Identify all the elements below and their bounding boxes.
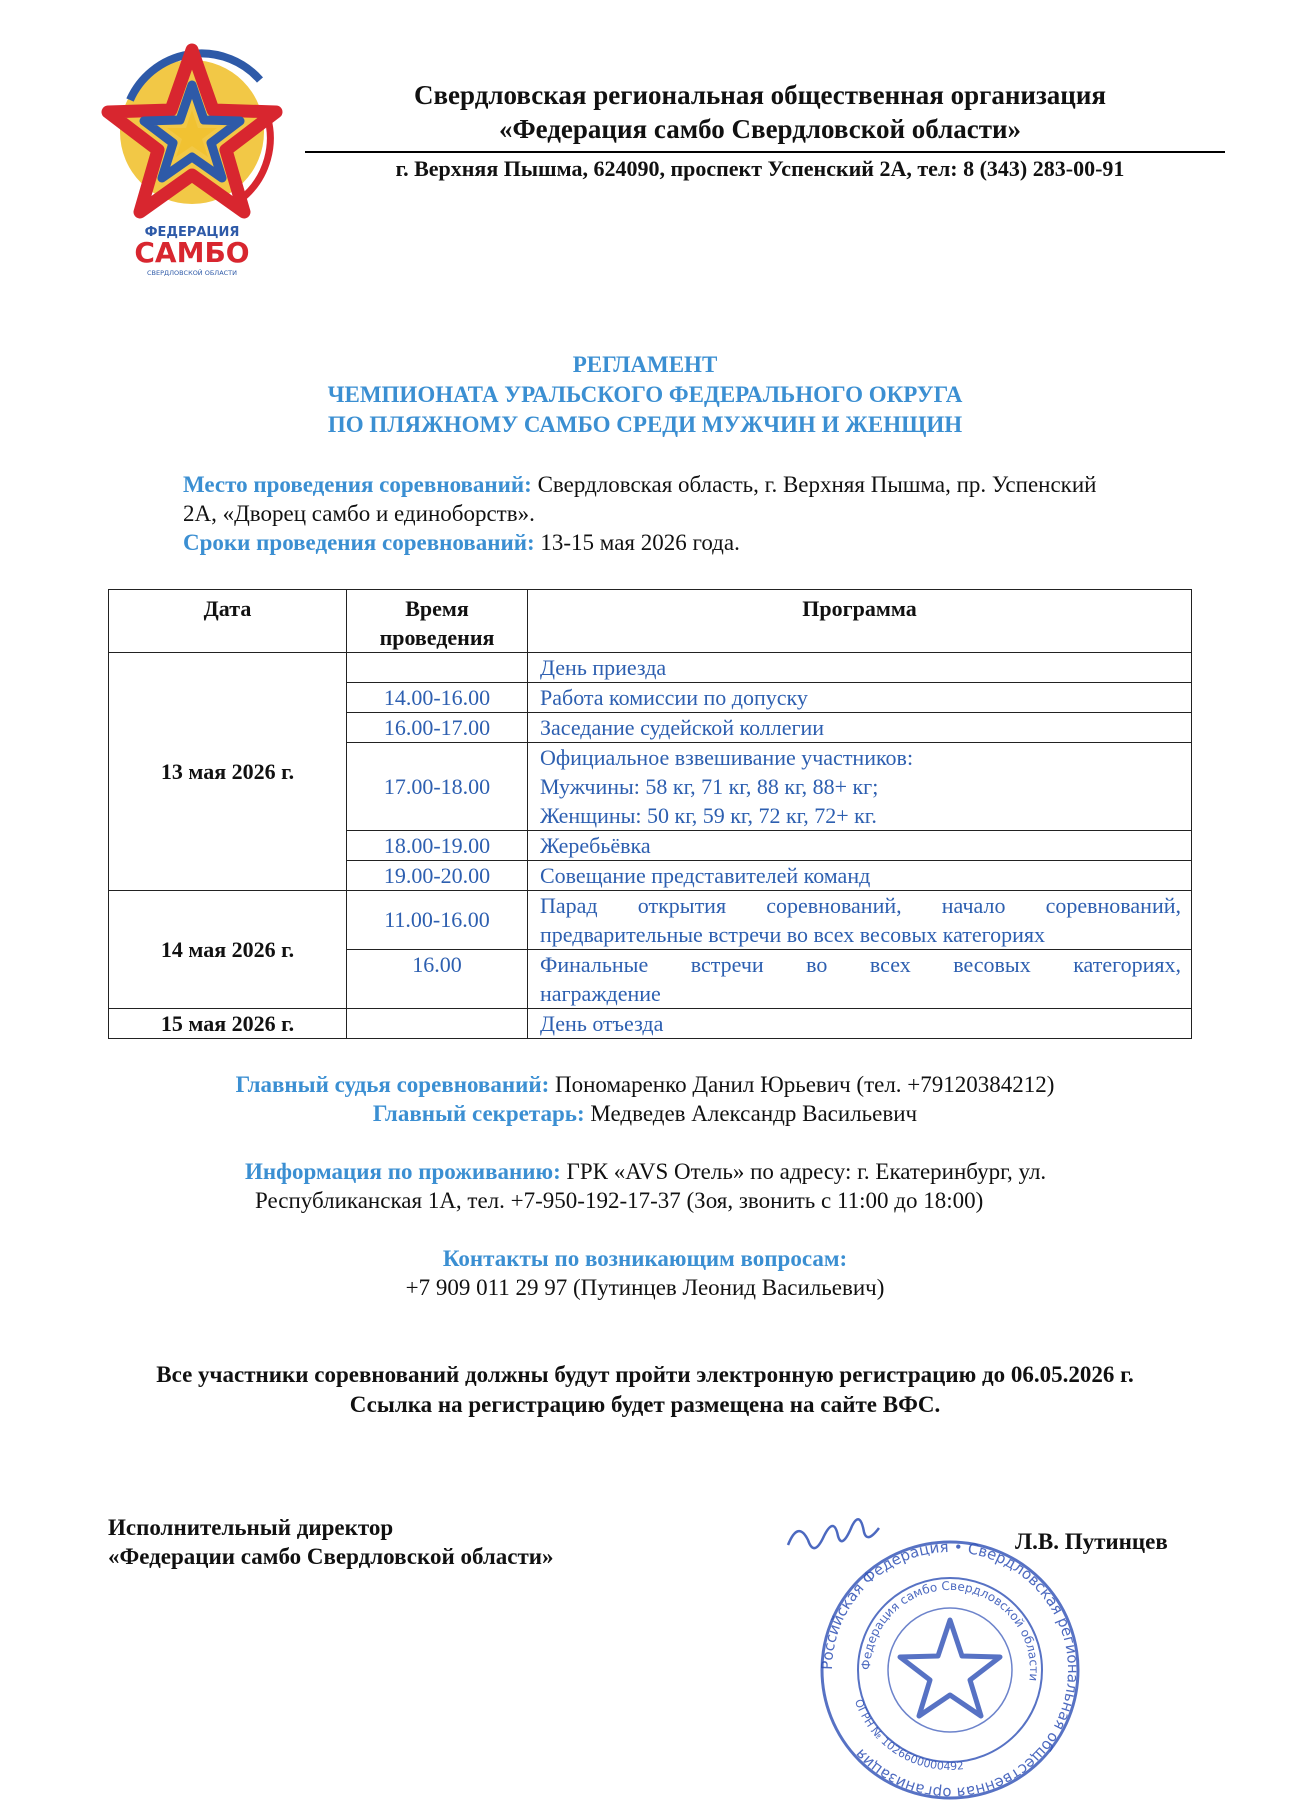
day1-row2-program: Работа комиссии по допуску (528, 683, 1192, 713)
day3-row1-program: День отъезда (528, 1009, 1192, 1039)
day1-row6-program: Совещание представителей команд (528, 861, 1192, 891)
day2-row2-time: 16.00 (347, 950, 528, 1009)
day1-date: 13 мая 2026 г. (109, 653, 347, 891)
secretary-label: Главный секретарь: (372, 1101, 585, 1126)
federation-logo (100, 40, 290, 280)
table-row (109, 891, 1192, 950)
title-line2: ЧЕМПИОНАТА УРАЛЬСКОГО ФЕДЕРАЛЬНОГО ОКРУГА (327, 382, 963, 407)
registration-line1: Все участники соревнований должны будут пройти электронную регистрацию до 06.05.2026 г. (156, 1362, 1134, 1387)
day1-row1-time (347, 653, 528, 683)
org-name-line1: Свердловская региональная общественная организация (413, 80, 1107, 110)
logo-text-line1: ФЕДЕРАЦИЯ (144, 225, 240, 240)
secretary-line (0, 1099, 1290, 1128)
day2-row2-program (528, 950, 1192, 1009)
svg-text:Федерация самбо Свердловской о (859, 1579, 1041, 1682)
parade-line2: предварительные встречи во всех весовых категориях (540, 922, 1046, 947)
header-program: Программа (528, 590, 1192, 653)
day2-row1-program (528, 891, 1192, 950)
logo-text-line3: СВЕРДЛОВСКОЙ ОБЛАСТИ (146, 269, 238, 277)
title-line3: ПО ПЛЯЖНОМУ САМБО СРЕДИ МУЖЧИН И ЖЕНЩИН (327, 412, 963, 437)
weighin-line3: Женщины: 50 кг, 59 кг, 72 кг, 72+ кг. (540, 803, 877, 828)
dates-line (183, 528, 740, 557)
registration-line2: Ссылка на регистрацию будет размещена на сайте ВФС. (349, 1392, 941, 1417)
stamp-inner-text: Федерация самбо Свердловской области (858, 1578, 1042, 1682)
venue-value-line2: 2А, «Дворец самбо и единоборств». (183, 501, 535, 526)
day1-row1-program: День приезда (528, 653, 1192, 683)
accommodation-value-line2: Республиканская 1А, тел. +7-950-192-17-37 (Зоя, звонить с 11:00 до 18:00) (255, 1188, 984, 1213)
dates-label: Сроки проведения соревнований: (183, 530, 535, 555)
header-time (347, 590, 528, 653)
stamp-outer-text: Российская Федерация • Свердловская региональная общественная организация (817, 1537, 1083, 1800)
table-row (109, 1009, 1192, 1039)
day1-row4-program (528, 743, 1192, 831)
contacts-label: Контакты по возникающим вопросам: (442, 1246, 848, 1271)
header-date: Дата (109, 590, 347, 653)
day1-row3-program: Заседание судейской коллегии (528, 713, 1192, 743)
signatory-position-line1: Исполнительный директор (108, 1515, 394, 1540)
org-name-line2: «Федерация самбо Свердловской области» (498, 114, 1022, 144)
finals-line1: Финальные встречи во всех весовых категориях, (540, 952, 1181, 977)
accommodation-label: Информация по проживанию: (245, 1159, 561, 1184)
venue-line1 (183, 470, 1213, 499)
logo-text-line2: САМБО (134, 236, 250, 269)
table-row (109, 653, 1192, 683)
day2-date: 14 мая 2026 г. (109, 891, 347, 1009)
header-time-line1: Время (405, 596, 469, 621)
weighin-line2: Мужчины: 58 кг, 71 кг, 88 кг, 88+ кг; (540, 774, 879, 799)
judge-line (0, 1070, 1290, 1099)
day1-row5-time: 18.00-19.00 (347, 831, 528, 861)
parade-line1: Парад открытия соревнований, начало соревнований, (540, 893, 1181, 918)
header-divider (305, 151, 1225, 153)
secretary-value: Медведев Александр Васильевич (590, 1101, 918, 1126)
accommodation-value-line1: ГРК «AVS Отель» по адресу: г. Екатеринбург, ул. (566, 1159, 1047, 1184)
dates-value: 13-15 мая 2026 года. (540, 530, 740, 555)
signatory-position-line2: «Федерации самбо Свердловской области» (108, 1544, 554, 1569)
day1-row5-program: Жеребьёвка (528, 831, 1192, 861)
finals-line2: награждение (540, 981, 661, 1006)
stamp-ogrn-text: ОГРН № 1026600000492 (851, 1697, 965, 1774)
accommodation-line1 (245, 1157, 1225, 1186)
judge-label: Главный судья соревнований: (235, 1072, 550, 1097)
day3-date: 15 мая 2026 г. (109, 1009, 347, 1039)
contacts-value: +7 909 011 29 97 (Путинцев Леонид Васильевич) (405, 1275, 885, 1300)
day1-row2-time: 14.00-16.00 (347, 683, 528, 713)
venue-value-line1: Свердловская область, г. Верхняя Пышма, пр. Успенский (537, 472, 1097, 497)
title-line1: РЕГЛАМЕНТ (572, 352, 718, 377)
day3-row1-time (347, 1009, 528, 1039)
venue-label: Место проведения соревнований: (183, 472, 532, 497)
header-time-line2: проведения (379, 625, 495, 650)
day1-row4-time: 17.00-18.00 (347, 743, 528, 831)
weighin-line1: Официальное взвешивание участников: (540, 745, 914, 770)
judge-value: Пономаренко Данил Юрьевич (тел. +79120384212) (554, 1072, 1055, 1097)
day2-row1-time: 11.00-16.00 (347, 891, 528, 950)
day1-row3-time: 16.00-17.00 (347, 713, 528, 743)
schedule-table (108, 589, 1192, 1039)
table-header-row (109, 590, 1192, 653)
day1-row6-time: 19.00-20.00 (347, 861, 528, 891)
signatory-name: Л.В. Путинцев (1015, 1529, 1168, 1554)
handwritten-signature (788, 1519, 879, 1548)
org-address: г. Верхняя Пышма, 624090, проспект Успенский 2А, тел: 8 (343) 283-00-91 (395, 156, 1125, 181)
